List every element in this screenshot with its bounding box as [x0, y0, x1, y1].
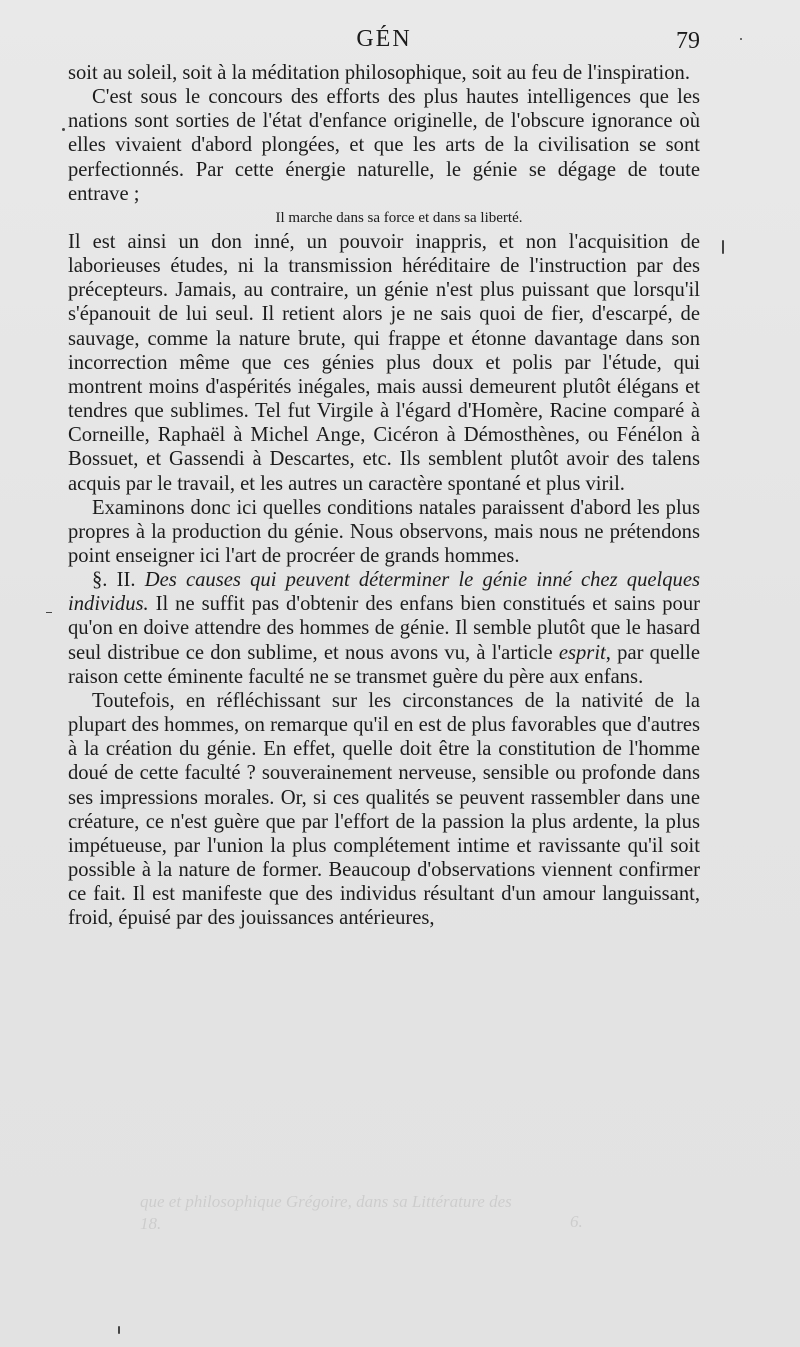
running-head: GÉN	[356, 26, 412, 52]
paragraph-5	[68, 568, 700, 689]
paragraph-5-text-a: Il ne suffit pas d'obtenir des enfans bien constitués et sains pour qu'on en doive attendre des hommes de génie. Il semble plutôt que le hasard seul distribue ce don sublime, et nous avons vu, à l'article	[68, 593, 700, 664]
bleed-through-line-2: 18.	[140, 1214, 162, 1233]
paragraph-5-text-b: , par quelle raison cette éminente faculté ne se transmet guère du père aux enfans.	[68, 641, 700, 688]
paragraph-2: C'est sous le concours des efforts des plus hautes intelligences que les nations sont sorties de l'état d'enfance originelle, de l'obscure ignorance où elles vivaient d'abord plongées, et que les arts de la civilisation se sont perfectionnés. Par cette énergie naturelle, le génie se dégage de toute entrave ;	[68, 86, 700, 205]
cross-reference-esprit: esprit	[558, 641, 606, 664]
body-text	[68, 61, 700, 930]
paragraph-6: Toutefois, en réfléchissant sur les circonstances de la nativité de la plupart des hommes, on remarque qu'il en est de plus favorables que d'autres à la création du génie. En effet, quelle doit être la constitution de l'homme doué de cette faculté ? souverainement nerveuse, sensible ou profonde dans ses impressions morales. Or, si ces qualités se peuvent rassembler dans une créature, ce n'est guère que par l'effort de la passion la plus ardente, la plus impétueuse, par l'union la plus complétement intime et ravissante qu'il soit possible à la nature de former. Beaucoup d'observations viennent confirmer ce fait. Il est manifeste que des individus résultant d'un amour languissant, froid, épuisé par des jouissances antérieures,	[68, 689, 700, 930]
section-number: §. II.	[92, 569, 136, 592]
bleed-through-line-1: que et philosophique Grégoire, dans sa Littérature des	[140, 1192, 512, 1211]
paragraph-4: Examinons donc ici quelles conditions natales paraissent d'abord les plus propres à la production du génie. Nous observons, mais nous ne prétendons point enseigner ici l'art de procréer de grands hommes.	[68, 496, 700, 567]
section-title: Des causes qui peuvent déterminer le génie inné chez quelques individus.	[68, 569, 700, 616]
verse-quote: Il marche dans sa force et dans sa liberté.	[275, 209, 523, 226]
paragraph-1: soit au soleil, soit à la méditation philosophique, soit au feu de l'inspiration.	[68, 62, 691, 84]
paragraph-3: Il est ainsi un don inné, un pouvoir inappris, et non l'acquisition de laborieuses études, ni la transmission héréditaire de l'instruction par des précepteurs. Jamais, au contraire, un génie n'est plus puissant que lorsqu'il s'épanouit de lui seul. Il retient alors je ne sais quoi de fier, d'escarpé, de sauvage, comme la nature brute, qui frappe et étonne davantage dans son incorrection même que ces génies plus doux et polis par l'étude, qui montrent moins d'aspérités inégales, mais aussi demeurent plutôt élégans et tendres que sublimes. Tel fut Virgile à l'égard d'Homère, Racine comparé à Corneille, Raphaël à Michel Ange, Cicéron à Démosthènes, ou Fénélon à Bossuet, et Gassendi à Descartes, etc. Ils semblent plutôt avoir des talens acquis par le travail, et les autres un caractère spontané et plus viril.	[68, 230, 700, 495]
bleed-through-text	[110, 1192, 720, 1252]
page-number: 79	[676, 28, 700, 54]
bleed-through-line-3: 6.	[570, 1212, 583, 1231]
page-header	[68, 26, 700, 62]
